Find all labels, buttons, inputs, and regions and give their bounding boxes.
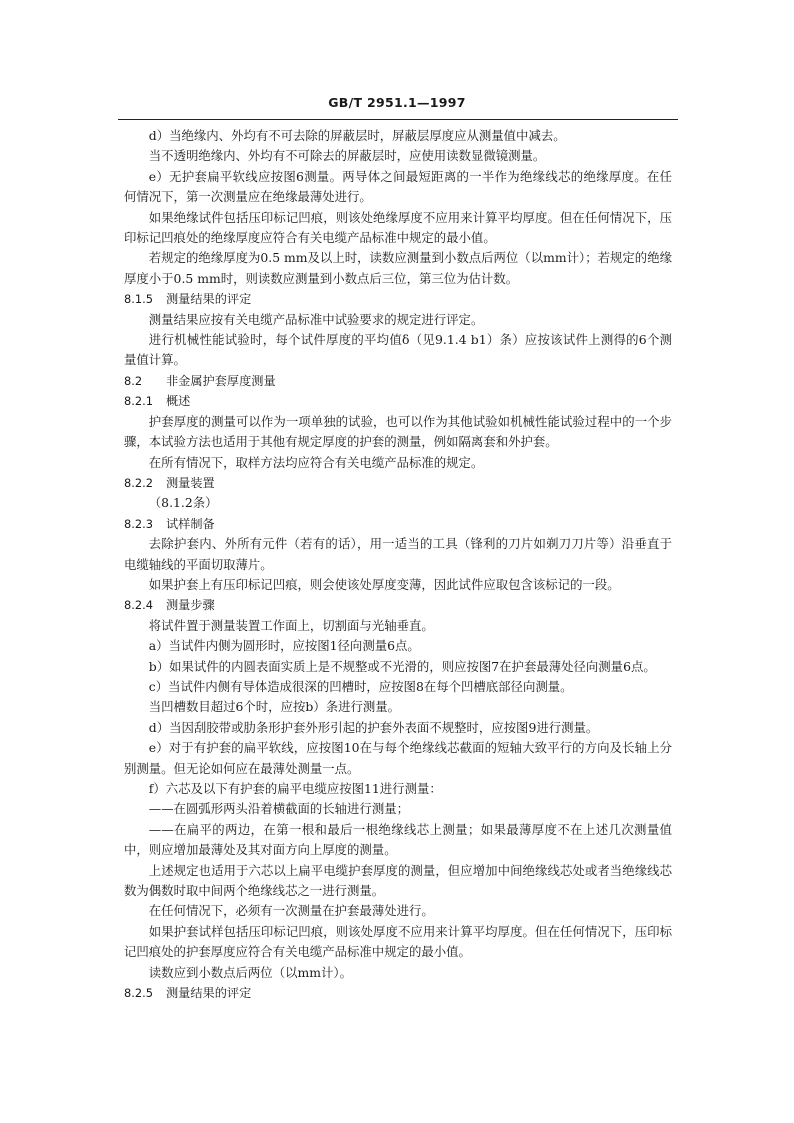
standard-code-header: GB/T 2951.1—1997 (328, 95, 466, 110)
paragraph: d）当绝缘内、外均有不可去除的屏蔽层时，屏蔽层厚度应从测量值中减去。 (148, 128, 566, 143)
paragraph: 读数应到小数点后两位（以mm计）。 (148, 964, 352, 980)
section-heading (124, 289, 672, 309)
paragraph: 去除护套内、外所有元件（若有的话），用一适当的工具（锋利的刀片如剃刀刀片等）沿垂直于电缆轴线的平面切取薄片。 (124, 536, 672, 572)
paragraph: ——在圆弧形两头沿着横截面的长轴进行测量； (148, 801, 409, 817)
paragraph: 若规定的绝缘厚度为0.5 mm及以上时，读数应测量到小数点后两位（以mm计）；若规定的绝缘厚度小于0.5 mm时，则读数应测量到小数点后三位，第三位为估计数。 (124, 250, 672, 286)
paragraph: 测量结果应按有关电缆产品标准中试验要求的规定进行评定。 (148, 311, 484, 327)
paragraph: d）当因刮胶带或肋条形护套外形引起的护套外表面不规整时，应按图9进行测量。 (148, 719, 599, 735)
section-heading (124, 514, 672, 534)
section-title: 概述 (166, 394, 191, 409)
paragraph: c）当试件内侧有导体造成很深的凹槽时，应按图8在每个凹槽底部径向测量。 (148, 678, 573, 694)
section-heading (124, 983, 672, 1003)
section-heading (124, 371, 672, 391)
paragraph: e）对于有护套的扁平软线，应按图10在与每个绝缘线芯截面的短轴大致平行的方向及长轴上分别测量。但无论如何应在最薄处测量一点。 (124, 740, 672, 776)
section-title: 试样制备 (166, 516, 215, 531)
paragraph: 在任何情况下，必须有一次测量在护套最薄处进行。 (148, 903, 434, 919)
section-number: 8.2.1 (124, 394, 153, 409)
paragraph: （8.1.2条） (148, 495, 218, 511)
paragraph: 如果护套试样包括压印标记凹痕，则该处厚度不应用来计算平均厚度。但在任何情况下，压印标记凹痕处的护套厚度应符合有关电缆产品标准中规定的最小值。 (124, 923, 672, 960)
paragraph: 在所有情况下，取样方法均应符合有关电缆产品标准的规定。 (148, 454, 484, 470)
paragraph: 如果绝缘试件包括压印标记凹痕，则该处绝缘厚度不应用来计算平均厚度。但在任何情况下，压印标记凹痕处的绝缘厚度应符合有关电缆产品标准中规定的最小值。 (124, 209, 672, 246)
paragraph: a）当试件内侧为圆形时，应按图1径向测量6点。 (148, 638, 420, 654)
section-title: 测量结果的评定 (166, 292, 252, 307)
paragraph: 将试件置于测量装置工作面上，切割面与光轴垂直。 (148, 617, 434, 633)
section-number: 8.2.4 (124, 598, 153, 613)
section-title: 测量结果的评定 (166, 986, 252, 1001)
section-title: 测量装置 (166, 475, 215, 490)
header-divider (118, 119, 678, 120)
paragraph: 进行机械性能试验时，每个试件厚度的平均值δ（见9.1.4 b1）条）应按该试件上测得的6个测量值计算。 (124, 332, 672, 368)
paragraph: 当不透明绝缘内、外均有不可除去的屏蔽层时，应使用读数显微镜测量。 (148, 148, 546, 164)
section-number: 8.2.5 (124, 986, 153, 1001)
section-number: 8.2.3 (124, 516, 153, 531)
section-number: 8.2 (124, 373, 143, 388)
paragraph: 如果护套上有压印标记凹痕，则会使该处厚度变薄，因此试件应取包含该标记的一段。 (148, 576, 620, 592)
paragraph: 上述规定也适用于六芯以上扁平电缆护套厚度的测量，但应增加中间绝缘线芯处或者当绝缘线芯数为偶数时取中间两个绝缘线芯之一进行测量。 (124, 862, 672, 899)
paragraph: e）无护套扁平软线应按图6测量。两导体之间最短距离的一半作为绝缘线芯的绝缘厚度。在任何情况下，第一次测量应在绝缘最薄处进行。 (124, 168, 672, 205)
section-title: 测量步骤 (166, 598, 215, 613)
paragraph: ——在扁平的两边，在第一根和最后一根绝缘线芯上测量；如果最薄厚度不在上述几次测量值中，则应增加最薄处及其对面方向上厚度的测量。 (124, 821, 672, 858)
paragraph: f）六芯及以下有护套的扁平电缆应按图11进行测量： (148, 781, 442, 796)
paragraph: 当凹槽数目超过6个时，应按b）条进行测量。 (148, 699, 401, 715)
section-number: 8.1.5 (124, 292, 153, 307)
section-heading (124, 473, 672, 493)
section-heading (124, 391, 672, 411)
paragraph: 护套厚度的测量可以作为一项单独的试验，也可以作为其他试验如机械性能试验过程中的一个步骤，本试验方法也适用于其他有规定厚度的护套的测量，例如隔离套和外护套。 (124, 413, 672, 450)
section-number: 8.2.2 (124, 475, 153, 490)
document-body (124, 126, 672, 1003)
paragraph: b）如果试件的内圆表面实质上是不规整或不光滑的，则应按图7在护套最薄处径向测量6点。 (148, 658, 656, 674)
section-heading (124, 595, 672, 615)
section-title: 非金属护套厚度测量 (166, 373, 276, 388)
